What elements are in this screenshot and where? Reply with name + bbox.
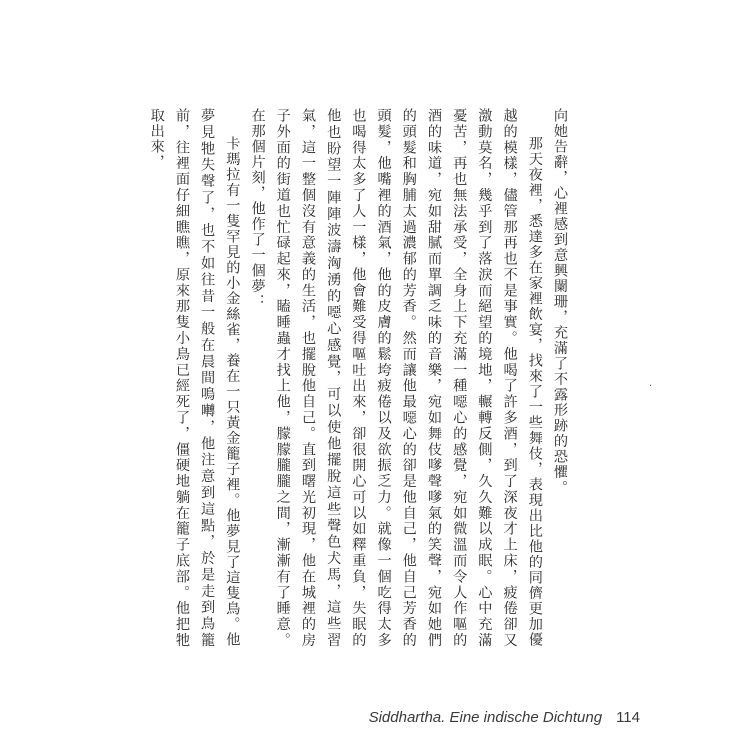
paragraph-3: 卡瑪拉有一隻罕見的小金絲雀，養在一只黃金籠子裡。他夢見了這隻鳥。他夢見牠失聲了，也不如往昔一般在晨間鳴囀，他注意到這點，於是走到鳥籠前，往裡面仔細瞧瞧，原來那隻小鳥已經死了，僵硬地躺在籠子底部。他把牠取出來，: [148, 108, 241, 648]
paragraph-2: 那天夜裡，悉達多在家裡飲宴，找來了一些舞伎，表現出比他的同儕更加優越的模樣，儘管那再也不是事實。他喝了許多酒，到了深夜才上床，疲倦卻又激動莫名，幾乎到了落淚而絕望的境地，輾轉反側，久久難以成眠。心中充滿憂苦，再也無法承受，全身上下充滿一種噁心的感覺，宛如微溫而令人作嘔的酒的味道，宛如甜膩而單調乏味的音樂，宛如舞伎嗲聲嗲氣的笑聲，宛如她們的頭髮和胸脯太過濃郁的芳香。然而讓他最噁心的卻是他自己，他自己芳香的頭髮，他嘴裡的酒氣，他的皮膚的鬆垮疲倦以及欲振乏力。就像一個吃得太多也喝得太多了人一樣，他會難受得嘔吐出來，卻很開心可以如釋重負，失眠的他也盼望一陣陣波濤洶湧的噁心感覺，可以使他擺脫這些聲色犬馬，這些習氣，這一整個沒有意義的生活，也擺脫他自己。直到曙光初現，他在城裡的房子外面的街道也忙碌起來，瞌睡蟲才找上他，朦朦朧朧之間，漸漸有了睡意。在那個片刻，他作了一個夢：: [249, 108, 543, 648]
vertical-text-block: [144, 108, 572, 648]
page-number: 114: [616, 709, 640, 726]
stray-mark: .: [649, 378, 653, 389]
paragraph-1: 向她告辭，心裡感到意興闌珊，充滿了不露形跡的恐懼。: [552, 108, 568, 496]
page-footer: [369, 709, 640, 726]
running-title: Siddhartha. Eine indische Dichtung: [368, 709, 603, 726]
